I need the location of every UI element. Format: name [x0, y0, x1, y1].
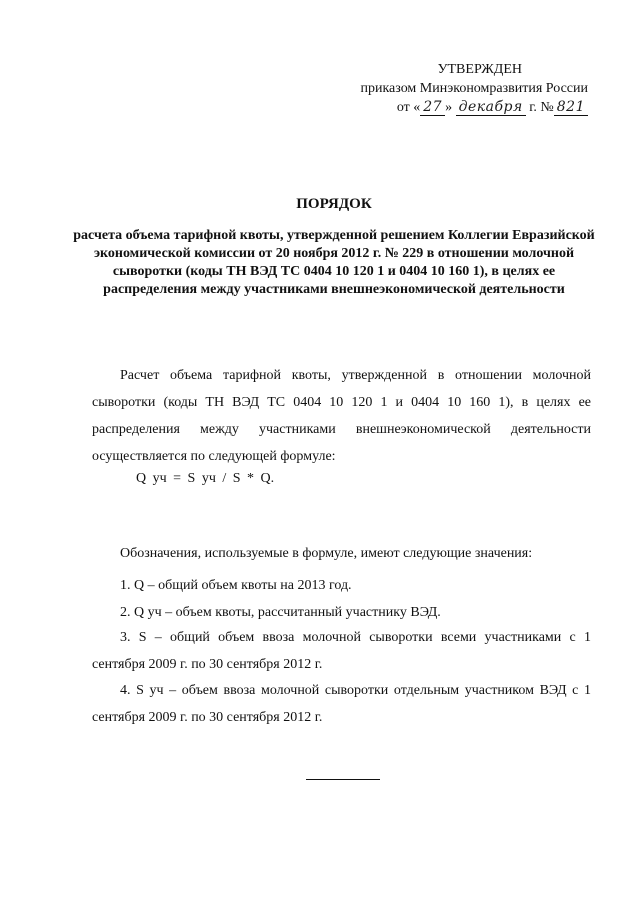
date-year-label: г. № — [529, 100, 554, 115]
notation-item-1: 1. Q – общий объем квоты на 2013 год. — [120, 578, 352, 593]
handwritten-order-number: 821 — [554, 99, 588, 116]
notation-item-3: 3. S – общий объем ввоза молочной сыворотки всеми участниками с 1 сентября 2009 г. по 30 сентября 2012 г. — [92, 630, 591, 672]
notation-item-4: 4. S уч – объем ввоза молочной сыворотки отдельным участником ВЭД с 1 сентября 2009 г. по 30 сентября 2012 г. — [92, 683, 591, 725]
approval-stamp — [328, 60, 588, 117]
approval-title: УТВЕРЖДЕН — [437, 62, 522, 77]
date-close-quote: » — [445, 100, 453, 115]
notation-item-2: 2. Q уч – объем квоты, рассчитанный участнику ВЭД. — [120, 605, 441, 620]
heading-subtitle: расчета объема тарифной квоты, утвержденной решением Коллегии Евразийской экономической комиссии от 20 ноября 2012 г. № 229 в отношении молочной сыворотки (коды ТН ВЭД ТС 0404 10 120 1 и 0404 10 160 1), в целях ее распределения между участниками внешнеэкономической деятельности — [73, 228, 595, 297]
formula: Q уч = S уч / S * Q. — [136, 471, 275, 486]
intro-paragraph: Расчет объема тарифной квоты, утвержденной в отношении молочной сыворотки (коды ТН ВЭД ТС 0404 10 120 1 и 0404 10 160 1), в целях ее распределения между участниками внешнеэкономической деятельности осуществляется по следующей формуле: — [92, 368, 591, 464]
handwritten-day: 27 — [420, 99, 445, 116]
approval-order-line: приказом Минэкономразвития России — [360, 81, 588, 96]
notation-intro: Обозначения, используемые в формуле, имеют следующие значения: — [120, 546, 533, 561]
heading-main: ПОРЯДОК — [296, 196, 372, 212]
document-heading — [60, 196, 608, 299]
handwritten-month: декабря — [456, 99, 526, 116]
approval-date-line — [328, 98, 588, 117]
date-prefix: от « — [396, 100, 421, 115]
end-divider — [306, 779, 380, 780]
